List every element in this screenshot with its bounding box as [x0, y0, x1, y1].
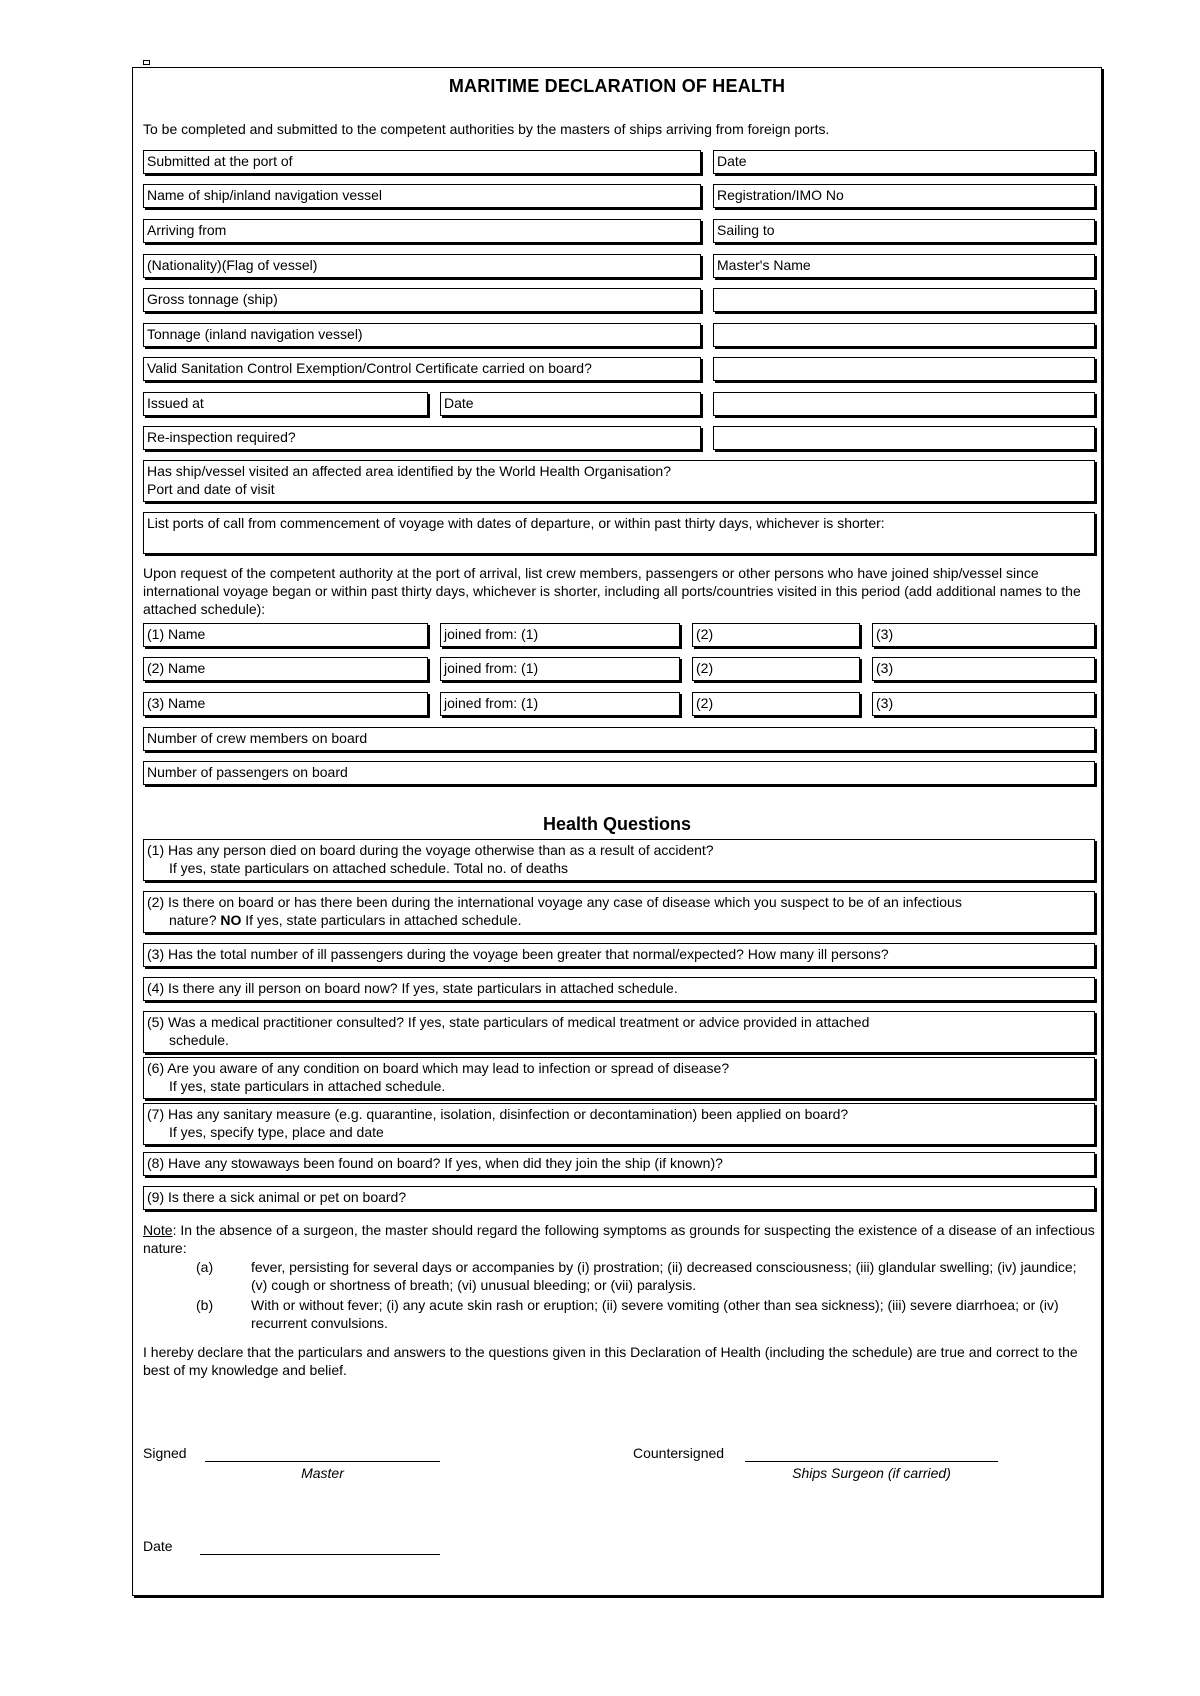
registration-field[interactable]: Registration/IMO No [713, 184, 1095, 208]
question-3[interactable]: (3) Has the total number of ill passengers during the voyage been greater that normal/expected? How many ill persons? [143, 943, 1095, 967]
joined-port3-1[interactable]: (3) [872, 623, 1095, 647]
joined-from-3[interactable]: joined from: (1) [440, 692, 680, 716]
note-paragraph [143, 1221, 1095, 1257]
joined-port3-2[interactable]: (3) [872, 657, 1095, 681]
surgeon-label: Ships Surgeon (if carried) [792, 1465, 951, 1481]
question-2-detail [147, 911, 1091, 929]
reinspection-value[interactable] [713, 426, 1095, 450]
joined-name-2[interactable]: (2) Name [143, 657, 428, 681]
question-7-detail: If yes, specify type, place and date [169, 1124, 384, 1140]
note-text: : In the absence of a surgeon, the master should regard the following symptoms as grounds for suspecting the existence of a disease of an infectious nature: [143, 1222, 1095, 1256]
issued-date-field[interactable]: Date [440, 392, 701, 416]
question-4[interactable]: (4) Is there any ill person on board now? If yes, state particulars in attached schedule. [143, 977, 1095, 1001]
joined-port3-3[interactable]: (3) [872, 692, 1095, 716]
master-signature-line[interactable] [205, 1461, 440, 1462]
question-5-detail: schedule. [169, 1032, 229, 1048]
issued-value[interactable] [713, 392, 1095, 416]
note-b-label: (b) [196, 1297, 214, 1313]
declaration-statement: I hereby declare that the particulars and answers to the questions given in this Declaration of Health (including the schedule) are true and correct to the best of my knowledge and belief. [143, 1344, 1078, 1378]
passenger-count-field[interactable]: Number of passengers on board [143, 761, 1095, 785]
question-1-text: (1) Has any person died on board during the voyage otherwise than as a result of accident? [147, 842, 714, 858]
ship-name-field[interactable]: Name of ship/inland navigation vessel [143, 184, 701, 208]
question-2[interactable] [143, 891, 1095, 933]
sanitation-cert-field[interactable]: Valid Sanitation Control Exemption/Control Certificate carried on board? [143, 357, 701, 381]
submitted-port-field[interactable]: Submitted at the port of [143, 150, 701, 174]
question-2-nature: nature? [169, 912, 221, 928]
reinspection-field[interactable]: Re-inspection required? [143, 426, 701, 450]
gross-tonnage-field[interactable]: Gross tonnage (ship) [143, 288, 701, 312]
joined-persons-intro: Upon request of the competent authority at the port of arrival, list crew members, passengers or other persons who have joined ship/vessel since international voyage began or within past thirty days, whichever is shorter, including all ports/countries visited in this period (add additional names to the attached schedule): [143, 565, 1081, 617]
question-2-followup: If yes, state particulars in attached schedule. [241, 912, 522, 928]
question-7-text: (7) Has any sanitary measure (e.g. quarantine, isolation, disinfection or decontamination) been applied on board? [147, 1106, 849, 1122]
question-9[interactable]: (9) Is there a sick animal or pet on board? [143, 1186, 1095, 1210]
ports-of-call-field[interactable]: List ports of call from commencement of voyage with dates of departure, or within past thirty days, whichever is shorter: [143, 512, 1095, 554]
declaration-form [132, 67, 1102, 1596]
question-6-text: (6) Are you aware of any condition on board which may lead to infection or spread of disease? [147, 1060, 730, 1076]
question-2-answer: NO [220, 912, 242, 928]
note-a-text: fever, persisting for several days or accompanies by (i) prostration; (ii) decreased consciousness; (iii) glandular swelling; (iv) jaundice; (v) cough or shortness of breath; (vi) unusual bleeding; or (vii) paralysis. [251, 1259, 1077, 1293]
master-label: Master [301, 1465, 344, 1481]
signature-date-line[interactable] [200, 1554, 440, 1555]
question-5[interactable] [143, 1011, 1095, 1053]
affected-area-port-date: Port and date of visit [147, 481, 275, 497]
question-7[interactable] [143, 1103, 1095, 1145]
signature-date-label: Date [143, 1538, 173, 1554]
joined-port2-1[interactable]: (2) [692, 623, 860, 647]
countersigned-label: Countersigned [633, 1445, 725, 1461]
issued-at-field[interactable]: Issued at [143, 392, 428, 416]
joined-port2-3[interactable]: (2) [692, 692, 860, 716]
nationality-field[interactable]: (Nationality)(Flag of vessel) [143, 254, 701, 278]
sailing-to-field[interactable]: Sailing to [713, 219, 1095, 243]
question-1-detail: If yes, state particulars on attached schedule. Total no. of deaths [169, 860, 568, 876]
surgeon-signature-line[interactable] [745, 1461, 998, 1462]
masters-name-field[interactable]: Master's Name [713, 254, 1095, 278]
gross-tonnage-value[interactable] [713, 288, 1095, 312]
note-label: Note [143, 1222, 173, 1238]
health-questions-title: Health Questions [542, 814, 692, 834]
question-5-text: (5) Was a medical practitioner consulted? If yes, state particulars of medical treatment or advice provided in attached [147, 1014, 870, 1030]
joined-from-1[interactable]: joined from: (1) [440, 623, 680, 647]
joined-name-3[interactable]: (3) Name [143, 692, 428, 716]
affected-area-field[interactable] [143, 460, 1095, 502]
affected-area-question: Has ship/vessel visited an affected area identified by the World Health Organisation? [147, 463, 672, 479]
question-6-detail: If yes, state particulars in attached schedule. [169, 1078, 446, 1094]
question-1[interactable] [143, 839, 1095, 881]
form-title: MARITIME DECLARATION OF HEALTH [448, 76, 786, 96]
page-mark [143, 60, 150, 65]
crew-count-field[interactable]: Number of crew members on board [143, 727, 1095, 751]
joined-from-2[interactable]: joined from: (1) [440, 657, 680, 681]
arriving-from-field[interactable]: Arriving from [143, 219, 701, 243]
date-field[interactable]: Date [713, 150, 1095, 174]
note-b-text: With or without fever; (i) any acute skin rash or eruption; (ii) severe vomiting (other than sea sickness); (iii) severe diarrhoea; or (iv) recurrent convulsions. [251, 1297, 1059, 1331]
question-2-text: (2) Is there on board or has there been during the international voyage any case of disease which you suspect to be of an infectious [147, 894, 962, 910]
tonnage-inland-value[interactable] [713, 323, 1095, 347]
note-a-label: (a) [196, 1259, 214, 1275]
form-intro: To be completed and submitted to the competent authorities by the masters of ships arriving from foreign ports. [143, 121, 830, 137]
question-6[interactable] [143, 1057, 1095, 1099]
joined-port2-2[interactable]: (2) [692, 657, 860, 681]
sanitation-cert-value[interactable] [713, 357, 1095, 381]
joined-name-1[interactable]: (1) Name [143, 623, 428, 647]
signed-label: Signed [143, 1445, 187, 1461]
tonnage-inland-field[interactable]: Tonnage (inland navigation vessel) [143, 323, 701, 347]
question-8[interactable]: (8) Have any stowaways been found on board? If yes, when did they join the ship (if known)? [143, 1152, 1095, 1176]
